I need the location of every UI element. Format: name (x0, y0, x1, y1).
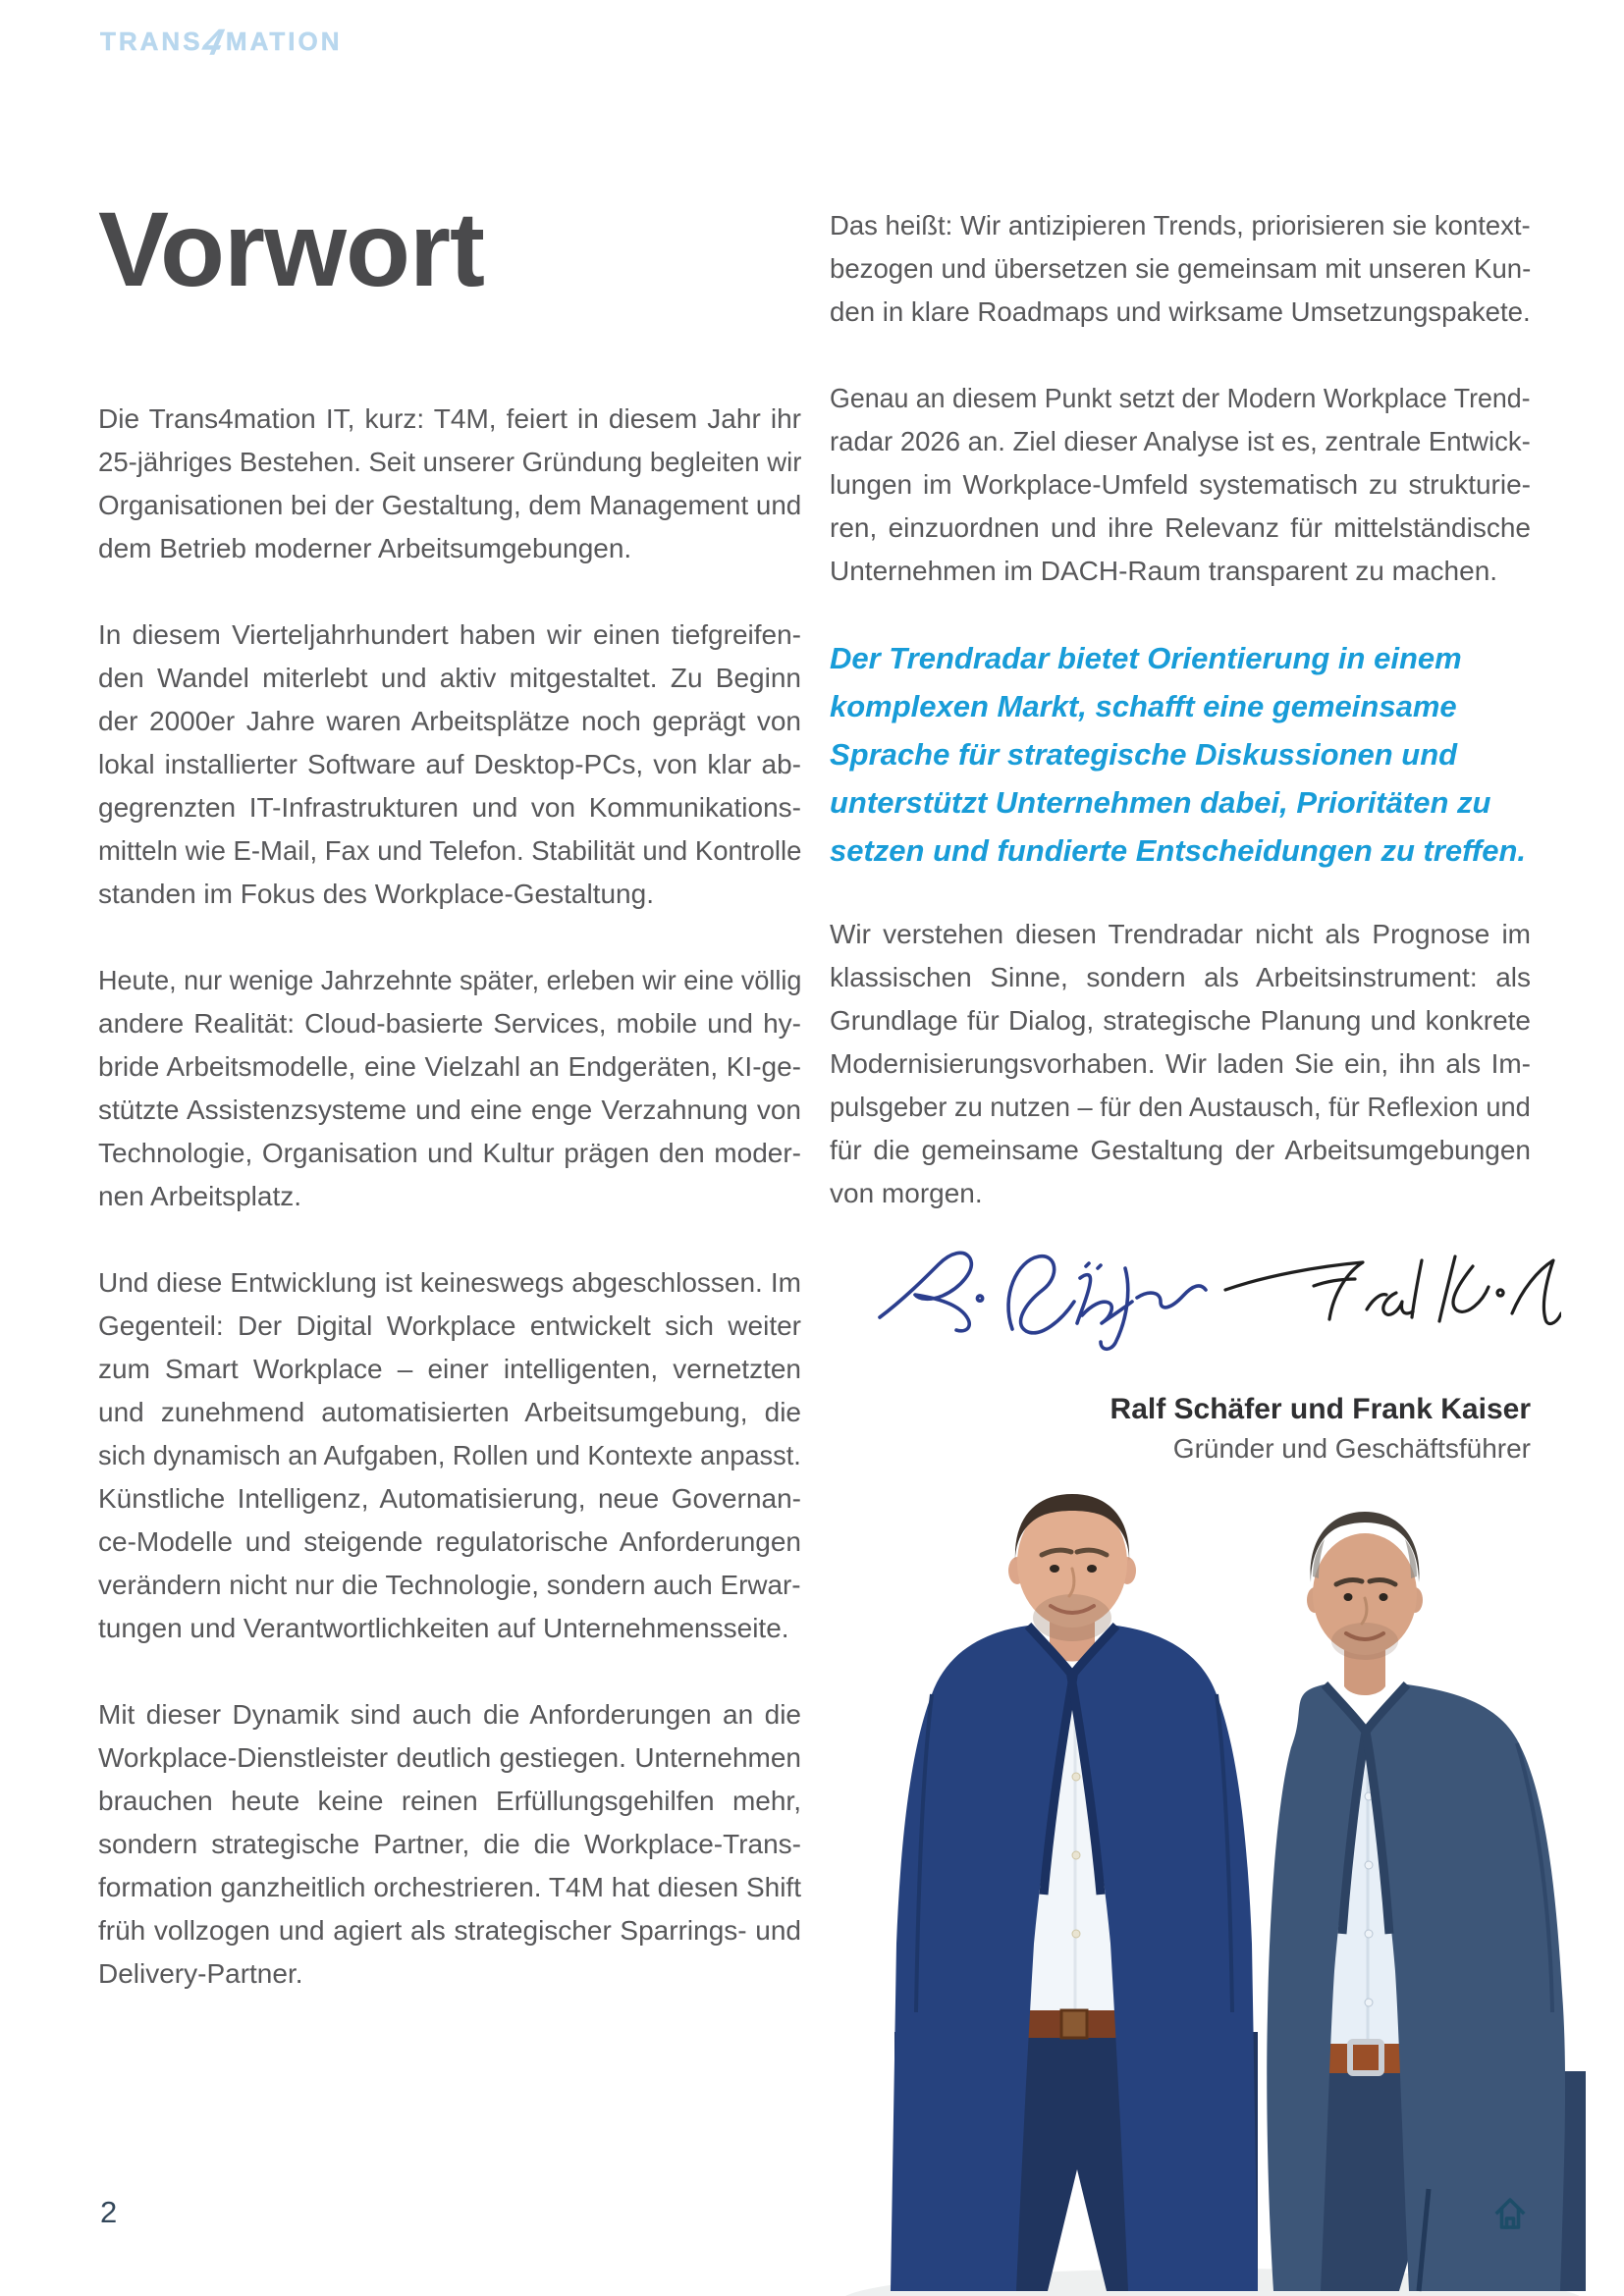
text-line: nen Arbeitsplatz. (98, 1181, 302, 1211)
text-line: Delivery-Partner. (98, 1958, 303, 1989)
left-column (98, 189, 802, 1996)
text-line: zum Smart Workplace – einer intelligenten, vernetzten (98, 1354, 801, 1384)
text-line: ren, einzuordnen und ihre Relevanz für mittelständische (830, 512, 1531, 543)
text-line: Organisationen bei der Gestaltung, dem Management und (98, 490, 802, 520)
logo-digit-4: 4 (198, 21, 231, 63)
text-line: bride Arbeitsmodelle, eine Vielzahl an Endgeräten, KI-ge- (98, 1051, 801, 1082)
text-line: Unternehmen im DACH-Raum transparent zu machen. (830, 556, 1498, 586)
page-number: 2 (100, 2195, 118, 2229)
text-line: tungen und Verantwortlichkeiten auf Unternehmensseite. (98, 1613, 789, 1643)
paragraph (830, 377, 1531, 593)
paragraph (830, 634, 1531, 875)
text-line: Das heißt: Wir antizipieren Trends, priorisieren sie kontext- (830, 210, 1531, 240)
text-line: brauchen heute keine reinen Erfüllungsgehilfen mehr, (98, 1786, 801, 1816)
home-icon[interactable] (1494, 2192, 1526, 2231)
text-line: Die Trans4mation IT, kurz: T4M, feiert in diesem Jahr ihr (98, 403, 801, 434)
text-line: lungen im Workplace-Umfeld systematisch zu strukturie- (830, 469, 1531, 500)
paragraph (98, 959, 801, 1218)
text-line: ce-Modelle und steigende regulatorische Anforderungen (98, 1526, 801, 1557)
text-line: Grundlage für Dialog, strategische Planung und konkrete (830, 1005, 1531, 1036)
right-column-closing-paragraphs (830, 913, 1531, 1215)
right-column (830, 204, 1531, 2296)
text-line: komplexen Markt, schafft eine gemeinsame (830, 689, 1457, 723)
page-title: Vorwort (98, 189, 484, 308)
text-line: dem Betrieb moderner Arbeitsumgebungen. (98, 533, 632, 563)
text-line: Und diese Entwicklung ist keineswegs abgeschlossen. Im (98, 1267, 801, 1298)
text-line: stützte Assistenzsysteme und eine enge Verzahnung von (98, 1095, 801, 1125)
paragraph (98, 1261, 801, 1650)
text-line: Sprache für strategische Diskussionen und (830, 737, 1458, 772)
text-line: Technologie, Organisation und Kultur prägen den moder- (98, 1138, 801, 1168)
paragraph (98, 614, 801, 916)
text-line: mitteln wie E-Mail, Fax und Telefon. Stabilität und Kontrolle (98, 835, 802, 866)
text-line: unterstützt Unternehmen dabei, Prioritäten zu (830, 785, 1491, 820)
founder-ralf (891, 1494, 1258, 2291)
text-line: Der Trendradar bietet Orientierung in einem (830, 641, 1462, 675)
pull-quote (830, 634, 1531, 875)
founders-role: Gründer und Geschäftsführer (1172, 1433, 1531, 1464)
text-line: früh vollzogen und agiert als strategischer Sparrings- und (98, 1915, 801, 1946)
founders-photo-image (830, 1482, 1591, 2296)
paragraph (830, 204, 1531, 334)
text-line: verändern nicht nur die Technologie, sondern auch Erwar- (98, 1570, 801, 1600)
text-line: In diesem Vierteljahrhundert haben wir einen tiefgreifen- (98, 619, 801, 650)
signature-frank-kaiser (1225, 1256, 1561, 1324)
text-line: formation ganzheitlich orchestrieren. T4M hat diesen Shift (98, 1872, 801, 1902)
text-line: pulsgeber zu nutzen – für den Austausch, für Reflexion und (830, 1092, 1531, 1122)
text-line: Genau an diesem Punkt setzt der Modern Workplace Trend- (830, 383, 1531, 413)
signature-row (830, 1233, 1531, 1380)
text-line: Modernisierungsvorhaben. Wir laden Sie ein, ihn als Im- (830, 1048, 1531, 1079)
text-line: Mit dieser Dynamik sind auch die Anforderungen an die (98, 1699, 801, 1730)
text-line: den Wandel miterlebt und aktiv mitgestaltet. Zu Beginn (98, 663, 801, 693)
signature-names-block (830, 1390, 1531, 1468)
text-line: Heute, nur wenige Jahrzehnte später, erleben wir eine völlig (98, 965, 802, 995)
founders-names: Ralf Schäfer und Frank Kaiser (1110, 1393, 1531, 1425)
signature-ralf-schaefer (880, 1253, 1206, 1349)
logo-text-trans: TRANS (100, 27, 203, 56)
brand-logo (100, 21, 343, 63)
text-line: lokal installierter Software auf Desktop-PCs, von klar ab- (98, 749, 801, 779)
founder-frank (1267, 1512, 1586, 2291)
paragraph (98, 398, 801, 570)
text-line: bezogen und übersetzen sie gemeinsam mit unseren Kun- (830, 253, 1532, 284)
text-line: den in klare Roadmaps und wirksame Umsetzungspakete. (830, 296, 1531, 327)
text-line: Wir verstehen diesen Trendradar nicht als Prognose im (830, 919, 1531, 949)
text-line: der 2000er Jahre waren Arbeitsplätze noch geprägt von (98, 706, 801, 736)
text-line: für die gemeinsame Gestaltung der Arbeitsumgebungen (830, 1135, 1531, 1165)
text-line: sondern strategische Partner, die die Workplace-Trans- (98, 1829, 801, 1859)
text-line: Künstliche Intelligenz, Automatisierung, neue Governan- (98, 1483, 801, 1514)
text-line: 25-jähriges Bestehen. Seit unserer Gründung begleiten wir (98, 447, 802, 477)
text-line: von morgen. (830, 1178, 983, 1208)
text-line: sich dynamisch an Aufgaben, Rollen und Kontexte anpasst. (98, 1440, 801, 1470)
text-line: standen im Fokus des Workplace-Gestaltung. (98, 879, 654, 909)
text-line: gegrenzten IT-Infrastrukturen und von Kommunikations- (98, 792, 801, 823)
text-line: Gegenteil: Der Digital Workplace entwickelt sich weiter (98, 1310, 801, 1341)
signatures-image (874, 1233, 1561, 1380)
left-column-paragraphs (98, 398, 801, 1996)
text-line: und zunehmend automatisierten Arbeitsumgebung, die (98, 1397, 801, 1427)
paragraph (830, 913, 1531, 1215)
founders-photo (830, 1482, 1591, 2296)
text-line: andere Realität: Cloud-basierte Services, mobile und hy- (98, 1008, 801, 1039)
text-line: klassischen Sinne, sondern als Arbeitsinstrument: als (830, 962, 1531, 992)
text-line: Workplace-Dienstleister deutlich gestiegen. Unternehmen (98, 1742, 801, 1773)
right-column-intro-paragraphs (830, 204, 1531, 593)
logo-text-mation: MATION (225, 27, 343, 56)
text-line: setzen und fundierte Entscheidungen zu treffen. (830, 833, 1527, 868)
paragraph (98, 1693, 801, 1996)
text-line: radar 2026 an. Ziel dieser Analyse ist es, zentrale Entwick- (830, 426, 1531, 456)
